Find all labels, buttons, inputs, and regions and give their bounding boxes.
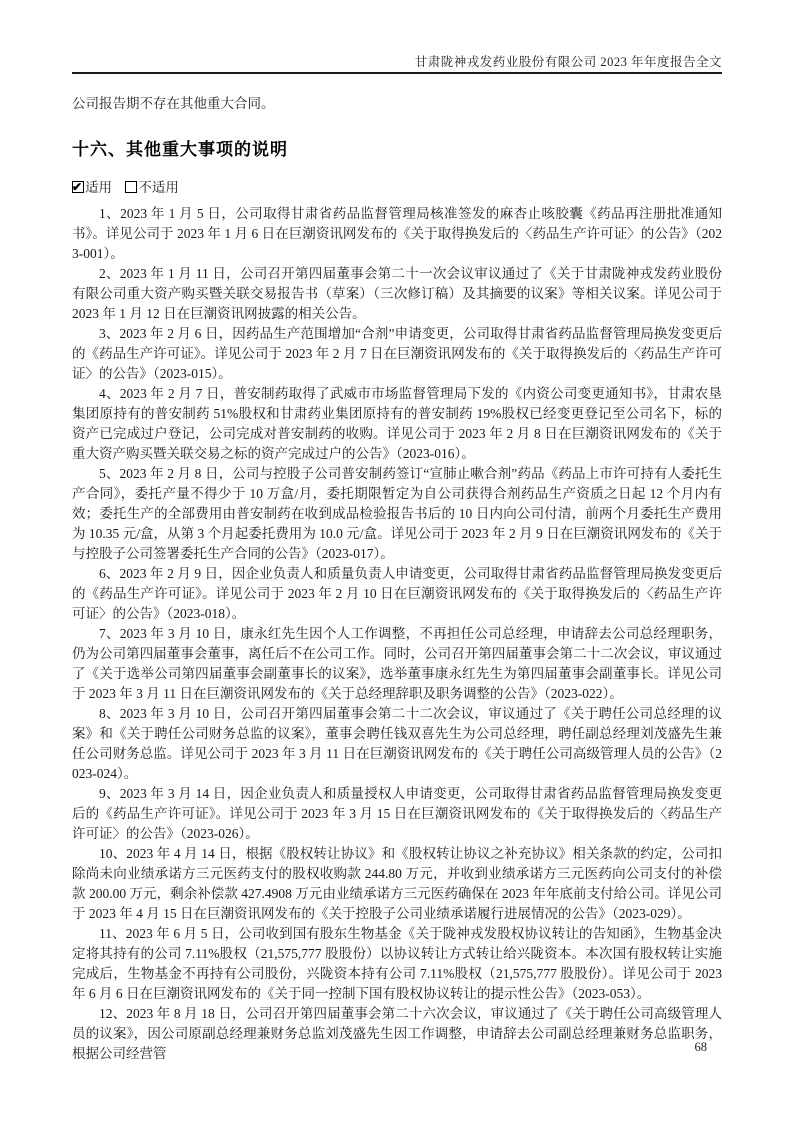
report-paragraph: 11、2023 年 6 月 5 日，公司收到国有股东生物基金《关于陇神戎发股权协议转让的告知函》，生物基金决定将其持有的公司 7.11%股权（21,575,777 股股份）以协议转让方式转让给兴陇资本。本次国有股权转让实施完成后，生物基金不再持有公司股份，兴陇资本持有公司 7.11%股权（21,575,777 股股份）。详见公司于 2023 年 6 月 6 日在巨潮资讯网发布的《关于同一控制下国有股权协议转让的提示性公告》（2023-053）。 — [72, 926, 722, 1001]
applicable-label: 适用 — [85, 180, 112, 195]
not-applicable-checkbox-icon[interactable] — [125, 181, 137, 193]
intro-paragraph: 公司报告期不存在其他重大合同。 — [72, 96, 275, 111]
report-paragraph: 7、2023 年 3 月 10 日，康永红先生因个人工作调整，不再担任公司总经理，申请辞去公司总经理职务，仍为公司第四届董事会董事，离任后不在公司工作。同时，公司召开第四届董事会第二十二次会议，审议通过了《关于选举公司第四届董事会副董事长的议案》，选举董事康永红先生为第四届董事会副董事长。详见公司于 2023 年 3 月 11 日在巨潮资讯网发布的《关于总经理辞职及职务调整的公告》（2023-022）。 — [72, 626, 722, 701]
report-paragraph: 9、2023 年 3 月 14 日，因企业负责人和质量授权人申请变更，公司取得甘肃省药品监督管理局换发变更后的《药品生产许可证》。详见公司于 2023 年 3 月 15 日在巨潮资讯网发布的《关于取得换发后的〈药品生产许可证〉的公告》（2023-026）。 — [72, 786, 722, 841]
report-paragraph: 6、2023 年 2 月 9 日，因企业负责人和质量负责人申请变更，公司取得甘肃省药品监督管理局换发变更后的《药品生产许可证》。详见公司于 2023 年 2 月 10 日在巨潮资讯网发布的《关于取得换发后的〈药品生产许可证〉的公告》（2023-018）。 — [72, 566, 722, 621]
report-paragraph: 5、2023 年 2 月 8 日，公司与控股子公司普安制药签订“宣肺止嗽合剂”药品《药品上市许可持有人委托生产合同》，委托产量不得少于 10 万盒/月，委托期限暂定为自公司获得合剂药品生产资质之日起 12 个月内有效；委托生产的全部费用由普安制药在收到成品检验报告书后的 10 日内向公司付清，前两个月委托生产费用为 10.35 元/盒，从第 3 个月起委托费用为 10.0 元/盒。详见公司于 2023 年 2 月 9 日在巨潮资讯网发布的《关于与控股子公司签署委托生产合同的公告》（2023-017）。 — [72, 466, 722, 561]
page-header-title: 甘肃陇神戎发药业股份有限公司 2023 年年度报告全文 — [414, 55, 722, 69]
applicable-checkbox-icon[interactable] — [72, 181, 84, 193]
paragraph-list — [72, 204, 722, 1064]
document-body — [72, 94, 722, 1064]
report-paragraph: 8、2023 年 3 月 10 日，公司召开第四届董事会第二十二次会议，审议通过了《关于聘任公司总经理的议案》和《关于聘任公司财务总监的议案》，董事会聘任钱双喜先生为公司总经理，聘任副总经理刘茂盛先生兼任公司财务总监。详见公司于 2023 年 3 月 11 日在巨潮资讯网发布的《关于聘任公司高级管理人员的公告》（2023-024）。 — [72, 706, 722, 781]
applicability-row — [72, 179, 722, 197]
page-number: 68 — [694, 1040, 707, 1054]
header-rule — [72, 72, 722, 74]
report-paragraph: 10、2023 年 4 月 14 日，根据《股权转让协议》和《股权转让协议之补充协议》相关条款的约定，公司扣除尚未向业绩承诺方三元医药支付的股权收购款 244.80 万元，并收到业绩承诺方三元医药向公司支付的补偿款 200.00 万元，剩余补偿款 427.4908 万元由业绩承诺方三元医药确保在 2023 年年底前支付给公司。详见公司于 2023 年 4 月 15 日在巨潮资讯网发布的《关于控股子公司业绩承诺履行进展情况的公告》（2023-029）。 — [72, 846, 722, 921]
report-paragraph: 12、2023 年 8 月 18 日，公司召开第四届董事会第二十六次会议，审议通过了《关于聘任公司高级管理人员的议案》，因公司原副总经理兼财务总监刘茂盛先生因工作调整，申请辞去公司副总经理兼财务总监职务，根据公司经营管 — [72, 1006, 722, 1061]
report-paragraph: 3、2023 年 2 月 6 日，因药品生产范围增加“合剂”申请变更，公司取得甘肃省药品监督管理局换发变更后的《药品生产许可证》。详见公司于 2023 年 2 月 7 日在巨潮资讯网发布的《关于取得换发后的〈药品生产许可证〉的公告》（2023-015）。 — [72, 326, 722, 381]
not-applicable-label: 不适用 — [138, 180, 179, 195]
report-paragraph: 4、2023 年 2 月 7 日，普安制药取得了武威市市场监督管理局下发的《内资公司变更通知书》，甘肃农垦集团原持有的普安制药 51%股权和甘肃药业集团原持有的普安制药 19%股权已经变更登记至公司名下，标的资产已完成过户登记，公司完成对普安制药的收购。详见公司于 2023 年 2 月 8 日在巨潮资讯网发布的《关于重大资产购买暨关联交易之标的资产完成过户的公告》（2023-016）。 — [72, 386, 722, 461]
report-paragraph: 1、2023 年 1 月 5 日，公司取得甘肃省药品监督管理局核准签发的麻杏止咳胶囊《药品再注册批准通知书》。详见公司于 2023 年 1 月 6 日在巨潮资讯网发布的《关于取得换发后的〈药品生产许可证〉的公告》（2023-001）。 — [72, 206, 722, 261]
report-paragraph: 2、2023 年 1 月 11 日，公司召开第四届董事会第二十一次会议审议通过了《关于甘肃陇神戎发药业股份有限公司重大资产购买暨关联交易报告书（草案）（三次修订稿）及其摘要的议案》等相关议案。详见公司于 2023 年 1 月 12 日在巨潮资讯网披露的相关公告。 — [72, 266, 722, 321]
section-title: 十六、其他重大事项的说明 — [72, 140, 288, 159]
